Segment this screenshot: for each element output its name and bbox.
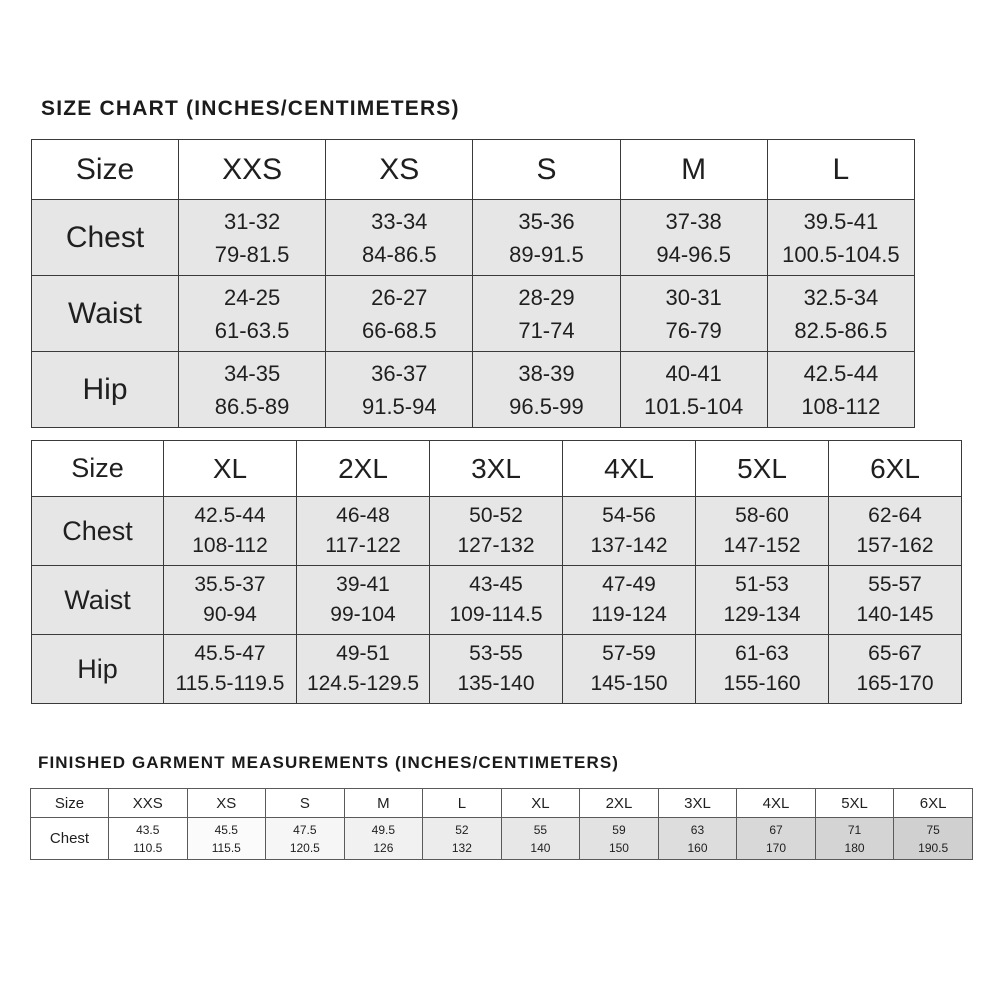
centimeters: 100.5-104.5 xyxy=(782,241,900,267)
cell xyxy=(430,497,563,566)
size-3xl: 3XL xyxy=(658,789,737,818)
centimeters: 129-134 xyxy=(723,603,801,626)
cell xyxy=(563,566,696,635)
cell xyxy=(423,818,502,860)
size-2xl: 2XL xyxy=(580,789,659,818)
waist-row xyxy=(32,566,962,635)
cell xyxy=(164,497,297,566)
inches: 58-60 xyxy=(735,504,789,527)
size-4xl: 4XL xyxy=(563,441,696,497)
inches: 33-34 xyxy=(371,208,428,234)
inches: 61-63 xyxy=(735,642,789,665)
centimeters: 140 xyxy=(530,840,551,855)
cell xyxy=(696,497,829,566)
cell xyxy=(829,635,962,704)
centimeters: 91.5-94 xyxy=(361,393,437,419)
cell xyxy=(737,818,816,860)
centimeters: 115.5 xyxy=(211,840,241,855)
waist-row xyxy=(32,276,915,352)
cell xyxy=(563,497,696,566)
cell xyxy=(179,276,326,352)
cell xyxy=(109,818,188,860)
size-s: S xyxy=(473,140,620,200)
centimeters: 170 xyxy=(766,840,787,855)
inches: 35-36 xyxy=(518,208,575,234)
centimeters: 117-122 xyxy=(325,534,401,557)
cell xyxy=(620,200,767,276)
size-m: M xyxy=(344,789,423,818)
centimeters: 140-145 xyxy=(856,603,934,626)
cell xyxy=(297,497,430,566)
inches: 67 xyxy=(769,822,783,837)
cell xyxy=(829,566,962,635)
centimeters: 86.5-89 xyxy=(214,393,290,419)
chest-row xyxy=(31,818,973,860)
inches: 46-48 xyxy=(336,504,390,527)
centimeters: 101.5-104 xyxy=(644,393,744,419)
inches: 49-51 xyxy=(336,642,390,665)
centimeters: 99-104 xyxy=(330,603,396,626)
size-4xl: 4XL xyxy=(737,789,816,818)
inches: 62-64 xyxy=(868,504,922,527)
row-label-chest: Chest xyxy=(31,818,109,860)
row-label-waist: Waist xyxy=(32,276,179,352)
cell xyxy=(266,818,345,860)
centimeters: 96.5-99 xyxy=(509,393,584,419)
finished-garment-title: FINISHED GARMENT MEASUREMENTS (INCHES/CENTIMETERS) xyxy=(38,753,620,772)
centimeters: 150 xyxy=(608,840,629,855)
cell xyxy=(164,635,297,704)
size-xxs: XXS xyxy=(109,789,188,818)
inches: 43-45 xyxy=(469,573,523,596)
centimeters: 109-114.5 xyxy=(449,603,543,626)
centimeters: 120.5 xyxy=(289,840,320,855)
inches: 38-39 xyxy=(518,360,575,386)
cell xyxy=(326,352,473,428)
size-s: S xyxy=(266,789,345,818)
size-5xl: 5XL xyxy=(815,789,894,818)
centimeters: 110.5 xyxy=(133,840,163,855)
inches: 45.5 xyxy=(214,822,238,837)
cell xyxy=(297,566,430,635)
inches: 39.5-41 xyxy=(803,208,879,234)
inches: 37-38 xyxy=(665,208,722,234)
inches: 24-25 xyxy=(223,284,281,310)
size-header-row xyxy=(32,140,915,200)
inches: 39-41 xyxy=(336,573,390,596)
inches: 47-49 xyxy=(602,573,656,596)
size-6xl: 6XL xyxy=(829,441,962,497)
cell xyxy=(297,635,430,704)
centimeters: 127-132 xyxy=(457,534,535,557)
cell xyxy=(620,352,767,428)
size-l: L xyxy=(423,789,502,818)
cell xyxy=(326,200,473,276)
inches: 75 xyxy=(926,822,940,837)
centimeters: 132 xyxy=(451,840,472,855)
centimeters: 155-160 xyxy=(723,672,801,695)
inches: 32.5-34 xyxy=(803,284,879,310)
cell xyxy=(430,566,563,635)
size-label: Size xyxy=(31,789,109,818)
cell xyxy=(179,352,326,428)
size-xl: XL xyxy=(164,441,297,497)
inches: 31-32 xyxy=(223,208,281,234)
cell xyxy=(473,276,620,352)
centimeters: 165-170 xyxy=(856,672,934,695)
centimeters: 145-150 xyxy=(590,672,668,695)
size-xl: XL xyxy=(501,789,580,818)
centimeters: 180 xyxy=(844,840,865,855)
centimeters: 190.5 xyxy=(918,840,949,855)
finished-garment-table xyxy=(30,788,973,860)
size-chart-table-2 xyxy=(31,440,962,704)
inches: 71 xyxy=(847,822,862,837)
inches: 40-41 xyxy=(665,360,722,386)
cell xyxy=(563,635,696,704)
size-xxs: XXS xyxy=(179,140,326,200)
centimeters: 147-152 xyxy=(723,534,801,557)
size-chart-title: SIZE CHART (INCHES/CENTIMETERS) xyxy=(41,97,460,120)
inches: 26-27 xyxy=(371,284,428,310)
inches: 57-59 xyxy=(602,642,656,665)
inches: 36-37 xyxy=(371,360,428,386)
cell xyxy=(696,566,829,635)
cell xyxy=(179,200,326,276)
size-xs: XS xyxy=(187,789,266,818)
row-label-hip: Hip xyxy=(32,635,164,704)
inches: 43.5 xyxy=(136,822,160,837)
inches: 47.5 xyxy=(293,822,317,837)
inches: 63 xyxy=(690,822,705,837)
cell xyxy=(164,566,297,635)
inches: 51-53 xyxy=(735,573,789,596)
centimeters: 84-86.5 xyxy=(361,241,437,267)
inches: 49.5 xyxy=(371,822,396,837)
size-header-row xyxy=(32,441,962,497)
size-l: L xyxy=(767,140,914,200)
size-label: Size xyxy=(32,441,164,497)
cell xyxy=(829,497,962,566)
row-label-waist: Waist xyxy=(32,566,164,635)
centimeters: 119-124 xyxy=(591,603,667,626)
size-m: M xyxy=(620,140,767,200)
size-5xl: 5XL xyxy=(696,441,829,497)
cell xyxy=(473,352,620,428)
cell xyxy=(187,818,266,860)
cell xyxy=(344,818,423,860)
inches: 35.5-37 xyxy=(194,573,266,596)
size-2xl: 2XL xyxy=(297,441,430,497)
centimeters: 137-142 xyxy=(590,534,668,557)
cell xyxy=(767,276,914,352)
centimeters: 126 xyxy=(373,840,394,855)
size-xs: XS xyxy=(326,140,473,200)
cell xyxy=(815,818,894,860)
cell xyxy=(430,635,563,704)
centimeters: 61-63.5 xyxy=(214,317,290,343)
inches: 42.5-44 xyxy=(803,360,879,386)
cell xyxy=(767,200,914,276)
cell xyxy=(620,276,767,352)
inches: 65-67 xyxy=(868,642,922,665)
size-label: Size xyxy=(32,140,179,200)
cell xyxy=(894,818,973,860)
centimeters: 135-140 xyxy=(457,672,535,695)
centimeters: 82.5-86.5 xyxy=(794,317,888,343)
centimeters: 124.5-129.5 xyxy=(306,672,420,695)
inches: 54-56 xyxy=(602,504,656,527)
cell xyxy=(501,818,580,860)
centimeters: 79-81.5 xyxy=(214,241,290,267)
inches: 50-52 xyxy=(469,504,523,527)
row-label-chest: Chest xyxy=(32,497,164,566)
centimeters: 160 xyxy=(687,840,708,855)
chest-row xyxy=(32,497,962,566)
cell xyxy=(658,818,737,860)
row-label-chest: Chest xyxy=(32,200,179,276)
inches: 53-55 xyxy=(469,642,523,665)
inches: 30-31 xyxy=(665,284,722,310)
size-header-row xyxy=(31,789,973,818)
cell xyxy=(580,818,659,860)
chest-row xyxy=(32,200,915,276)
inches: 42.5-44 xyxy=(194,504,266,527)
centimeters: 157-162 xyxy=(856,534,934,557)
row-label-hip: Hip xyxy=(32,352,179,428)
inches: 55 xyxy=(533,822,548,837)
hip-row xyxy=(32,352,915,428)
inches: 34-35 xyxy=(223,360,281,386)
centimeters: 108-112 xyxy=(801,393,881,419)
cell xyxy=(696,635,829,704)
centimeters: 89-91.5 xyxy=(509,241,584,267)
inches: 28-29 xyxy=(518,284,575,310)
hip-row xyxy=(32,635,962,704)
inches: 52 xyxy=(455,822,469,837)
centimeters: 66-68.5 xyxy=(361,317,437,343)
cell xyxy=(473,200,620,276)
size-6xl: 6XL xyxy=(894,789,973,818)
inches: 45.5-47 xyxy=(194,642,266,665)
centimeters: 94-96.5 xyxy=(656,241,731,267)
inches: 59 xyxy=(612,822,626,837)
centimeters: 115.5-119.5 xyxy=(175,672,285,695)
centimeters: 71-74 xyxy=(518,317,575,343)
size-3xl: 3XL xyxy=(430,441,563,497)
centimeters: 90-94 xyxy=(203,603,257,626)
inches: 55-57 xyxy=(868,573,922,596)
cell xyxy=(767,352,914,428)
centimeters: 108-112 xyxy=(192,534,268,557)
size-chart-table-1 xyxy=(31,139,915,428)
centimeters: 76-79 xyxy=(665,317,722,343)
cell xyxy=(326,276,473,352)
